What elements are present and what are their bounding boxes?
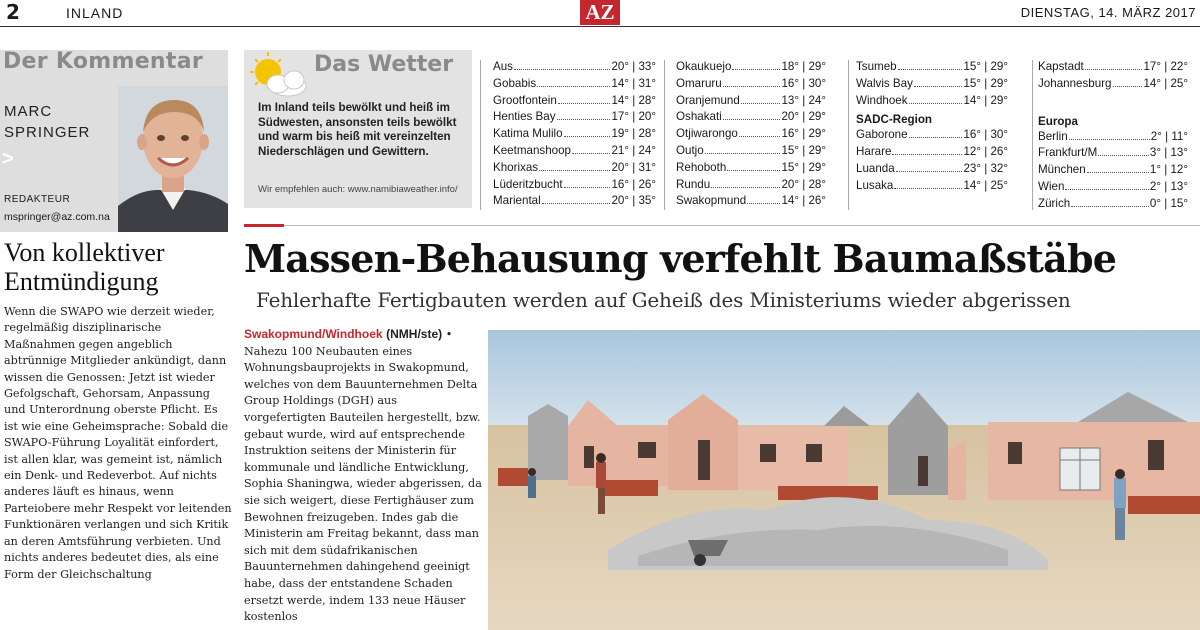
dot-leader xyxy=(739,136,781,137)
weather-row xyxy=(676,127,826,144)
weather-temperature: 3° | 13° xyxy=(1149,146,1188,160)
weather-temperature: 2° | 11° xyxy=(1150,129,1188,143)
weather-city: Otjiwarongo xyxy=(676,127,738,141)
dot-leader xyxy=(564,187,611,188)
dot-leader xyxy=(732,69,780,70)
weather-row xyxy=(676,94,826,111)
headline-accent-rule xyxy=(244,224,284,227)
dot-leader xyxy=(572,153,610,154)
weather-table-namibia-a xyxy=(493,60,656,211)
weather-title: Das Wetter xyxy=(314,52,454,77)
dot-leader xyxy=(539,170,610,171)
weather-city: München xyxy=(1038,163,1086,177)
weather-temperature: 16° | 30° xyxy=(963,128,1008,142)
weather-row xyxy=(676,144,826,161)
weather-row xyxy=(1038,180,1188,197)
weather-temperature: 20° | 33° xyxy=(611,60,656,73)
weather-row xyxy=(676,60,826,77)
weather-city: Grootfontein xyxy=(493,93,557,107)
weather-table-intl xyxy=(1038,60,1188,214)
weather-row xyxy=(493,77,656,94)
dot-leader xyxy=(909,137,963,138)
weather-city: Frankfurt/M xyxy=(1038,146,1098,160)
weather-city: Mariental xyxy=(493,194,541,208)
weather-row xyxy=(676,194,826,211)
weather-temperature: 20° | 28° xyxy=(781,177,826,191)
dot-leader xyxy=(557,119,611,120)
author-role: REDAKTEUR xyxy=(4,194,71,205)
weather-divider xyxy=(848,60,849,210)
weather-forecast: Im Inland teils bewölkt und heiß im Südwesten, ansonsten teils bewölkt und warm bis heiß mit vereinzelten Niederschlägen und Gewittern. xyxy=(258,101,457,158)
weather-row xyxy=(493,161,656,178)
weather-row xyxy=(1038,60,1188,77)
weather-city: Aus xyxy=(493,60,513,73)
dot-leader xyxy=(723,86,781,87)
weather-region-heading: SADC-Region xyxy=(856,113,932,127)
dot-leader xyxy=(1087,172,1149,173)
weather-city: Omaruru xyxy=(676,76,722,90)
weather-city: Luanda xyxy=(856,161,895,175)
weather-city: Harare xyxy=(856,145,892,159)
weather-row xyxy=(493,144,656,161)
weather-city: Khorixas xyxy=(493,160,539,174)
weather-temperature: 14° | 26° xyxy=(781,194,826,208)
weather-city: Lusaka xyxy=(856,178,894,192)
weather-table-namibia-b xyxy=(676,60,826,211)
dot-leader xyxy=(723,119,781,120)
weather-temperature: 19° | 28° xyxy=(611,127,656,141)
article-photo xyxy=(488,330,1200,630)
weather-temperature: 2° | 13° xyxy=(1149,179,1188,193)
weather-city: Tsumeb xyxy=(856,60,897,73)
weather-row xyxy=(856,128,1008,145)
weather-row xyxy=(1038,197,1188,214)
bullet-separator: • xyxy=(445,328,453,341)
weather-row xyxy=(676,161,826,178)
author-email: mspringer@az.com.na xyxy=(4,211,110,223)
weather-temperature: 14° | 31° xyxy=(611,76,656,90)
weather-row xyxy=(856,94,1008,111)
weather-temperature: 18° | 29° xyxy=(781,60,826,73)
dot-leader xyxy=(727,170,780,171)
article-text: Nahezu 100 Neubauten eines Wohnungsbauprojekts in Swakopmund, welches von dem Bauunternehmen Delta Group Holdings (DGH) aus vorgefertigten Bauteilen hergestellt, bzw. gebaut wurde, wird auf entsprechende Instruktion seitens der Ministerin für kommunale und ländliche Entwicklung, Sophia Shaningwa, wieder abgerissen, da sie sich weigert, diese Fertighäuser zum Bewohnen freizugeben. Indes gab die Ministerin am Freitag bekannt, dass man sich mit dem südafrikanischen Bauunternehmen dahingehend geeinigt habe, dass der entstandene Schaden ersetzt werde, indem 133 neue Häuser kostenlos xyxy=(244,344,482,624)
dot-leader xyxy=(1113,86,1143,87)
weather-temperature: 20° | 31° xyxy=(611,160,656,174)
dot-leader xyxy=(914,86,963,87)
dot-leader xyxy=(892,154,962,155)
weather-temperature: 20° | 29° xyxy=(781,110,826,124)
dot-leader xyxy=(537,86,610,87)
weather-city: Swakopmund xyxy=(676,194,747,208)
weather-temperature: 17° | 22° xyxy=(1143,60,1188,73)
weather-temperature: 16° | 29° xyxy=(781,127,826,141)
weather-divider xyxy=(1032,60,1033,210)
weather-temperature: 15° | 29° xyxy=(963,76,1008,90)
weather-city: Walvis Bay xyxy=(856,76,913,90)
dot-leader xyxy=(564,136,611,137)
dot-leader xyxy=(711,187,780,188)
weather-city: Okaukuejo xyxy=(676,60,732,73)
weather-city: Johannesburg xyxy=(1038,76,1112,90)
dot-leader xyxy=(1085,69,1143,70)
dot-leader xyxy=(909,103,963,104)
dot-leader xyxy=(894,188,962,189)
dot-leader xyxy=(1069,139,1150,140)
weather-temperature: 16° | 26° xyxy=(611,177,656,191)
weather-city: Henties Bay xyxy=(493,110,556,124)
weather-row xyxy=(856,77,1008,94)
weather-divider xyxy=(480,60,481,210)
weather-row xyxy=(676,110,826,127)
author-last-name: SPRINGER xyxy=(4,124,91,141)
weather-row xyxy=(676,77,826,94)
weather-temperature: 14° | 28° xyxy=(611,93,656,107)
weather-temperature: 16° | 30° xyxy=(781,76,826,90)
weather-region-heading xyxy=(1038,94,1188,112)
weather-row xyxy=(493,94,656,111)
issue-date: DIENSTAG, 14. MÄRZ 2017 xyxy=(1020,5,1196,20)
article-dateline: Swakopmund/Windhoek xyxy=(244,327,383,341)
weather-city: Berlin xyxy=(1038,129,1068,143)
weather-city: Oranjemund xyxy=(676,93,740,107)
weather-temperature: 13° | 24° xyxy=(781,93,826,107)
weather-city: Wien xyxy=(1038,179,1065,193)
weather-temperature: 17° | 20° xyxy=(611,110,656,124)
weather-city: Oshakati xyxy=(676,110,722,124)
dot-leader xyxy=(1098,155,1149,156)
author-portrait xyxy=(118,86,228,232)
weather-temperature: 21° | 24° xyxy=(611,143,656,157)
weather-city: Lüderitzbucht xyxy=(493,177,563,191)
weather-row xyxy=(856,179,1008,196)
weather-city: Gaborone xyxy=(856,128,908,142)
weather-city: Kapstadt xyxy=(1038,60,1084,73)
article-headline: Massen-Behausung verfehlt Baumaßstäbe xyxy=(244,236,1117,281)
weather-temperature: 1° | 12° xyxy=(1149,163,1188,177)
weather-temperature: 15° | 29° xyxy=(781,143,826,157)
weather-row xyxy=(676,178,826,195)
weather-row xyxy=(856,145,1008,162)
weather-city: Zürich xyxy=(1038,196,1071,210)
weather-row xyxy=(493,194,656,211)
commentary-title: Der Kommentar xyxy=(3,49,204,74)
weather-temperature: 15° | 29° xyxy=(781,160,826,174)
weather-city: Windhoek xyxy=(856,93,908,107)
weather-row xyxy=(493,110,656,127)
author-name xyxy=(4,101,90,143)
weather-temperature: 14° | 25° xyxy=(963,178,1008,192)
weather-temperature: 14° | 25° xyxy=(1143,76,1188,90)
article-body xyxy=(244,326,482,626)
weather-city: Rundu xyxy=(676,177,711,191)
weather-row xyxy=(1038,130,1188,147)
weather-row xyxy=(493,60,656,77)
dot-leader xyxy=(705,153,781,154)
newspaper-logo: AZ xyxy=(580,0,620,25)
dot-leader xyxy=(558,103,611,104)
weather-city: Katima Mulilo xyxy=(493,127,563,141)
weather-divider xyxy=(664,60,665,210)
section-label: INLAND xyxy=(66,5,124,21)
dot-leader xyxy=(898,69,963,70)
dot-leader xyxy=(896,171,963,172)
weather-temperature: 12° | 26° xyxy=(963,145,1008,159)
dot-leader xyxy=(542,203,611,204)
dot-leader xyxy=(514,69,610,70)
weather-temperature: 20° | 35° xyxy=(611,194,656,208)
weather-region-heading: Europa xyxy=(1038,114,1078,128)
dot-leader xyxy=(1065,189,1149,190)
dot-leader xyxy=(747,203,780,204)
weather-temperature: 15° | 29° xyxy=(963,60,1008,73)
weather-city: Keetmanshoop xyxy=(493,143,571,157)
sun-cloud-icon xyxy=(244,50,314,102)
weather-city: Outjo xyxy=(676,143,704,157)
weather-row xyxy=(856,162,1008,179)
headline-rule xyxy=(284,225,1200,226)
weather-row xyxy=(1038,163,1188,180)
weather-row xyxy=(1038,77,1188,94)
weather-table-sadc xyxy=(856,60,1008,196)
weather-temperature: 0° | 15° xyxy=(1149,196,1188,210)
weather-city: Gobabis xyxy=(493,76,537,90)
weather-row xyxy=(493,178,656,195)
article-subheadline: Fehlerhafte Fertigbauten werden auf Geheiß des Ministeriums wieder abgerissen xyxy=(256,288,1071,312)
weather-recommendation: Wir empfehlen auch: www.namibiaweather.info/ xyxy=(258,184,458,195)
weather-row xyxy=(493,127,656,144)
dot-leader xyxy=(1071,206,1149,207)
weather-temperature: 23° | 32° xyxy=(963,161,1008,175)
weather-city: Rehoboth xyxy=(676,160,727,174)
dot-leader xyxy=(741,103,781,104)
quote-marker-icon: > xyxy=(2,148,14,170)
weather-row xyxy=(1038,146,1188,163)
weather-temperature: 14° | 29° xyxy=(963,93,1008,107)
commentary-headline: Von kollektiver Entmündigung xyxy=(4,238,165,296)
page-number: 2 xyxy=(6,0,20,24)
article-agency: (NMH/ste) xyxy=(386,327,443,341)
weather-row xyxy=(856,60,1008,77)
author-first-name: MARC xyxy=(4,103,53,120)
commentary-body: Wenn die SWAPO wie derzeit wieder, regelmäßig disziplinarische Maßnahmen gegen angeblich abtrünnige Mitglieder ankündigt, dann wissen die Genossen: Jetzt ist wieder Gefolgschaft, Gehorsam, Anpassung und Unterordnung oberste Pflicht. Es ist wie eine Geheimsprache: Sobald die SWAPO-Führung Loyalität einfordert, ist allen klar, was gemeint ist, nämlich ein Denk- und Redeverbot. Auf nichts anderes läuft es hinaus, wenn Parteiobere mehr Respekt vor leitenden Funktionären verlangen und sich Kritik an deren Amtsführung verbieten. Und nichts anderes bedeutet dies, als eine Form der Gleichschaltung xyxy=(4,305,232,581)
